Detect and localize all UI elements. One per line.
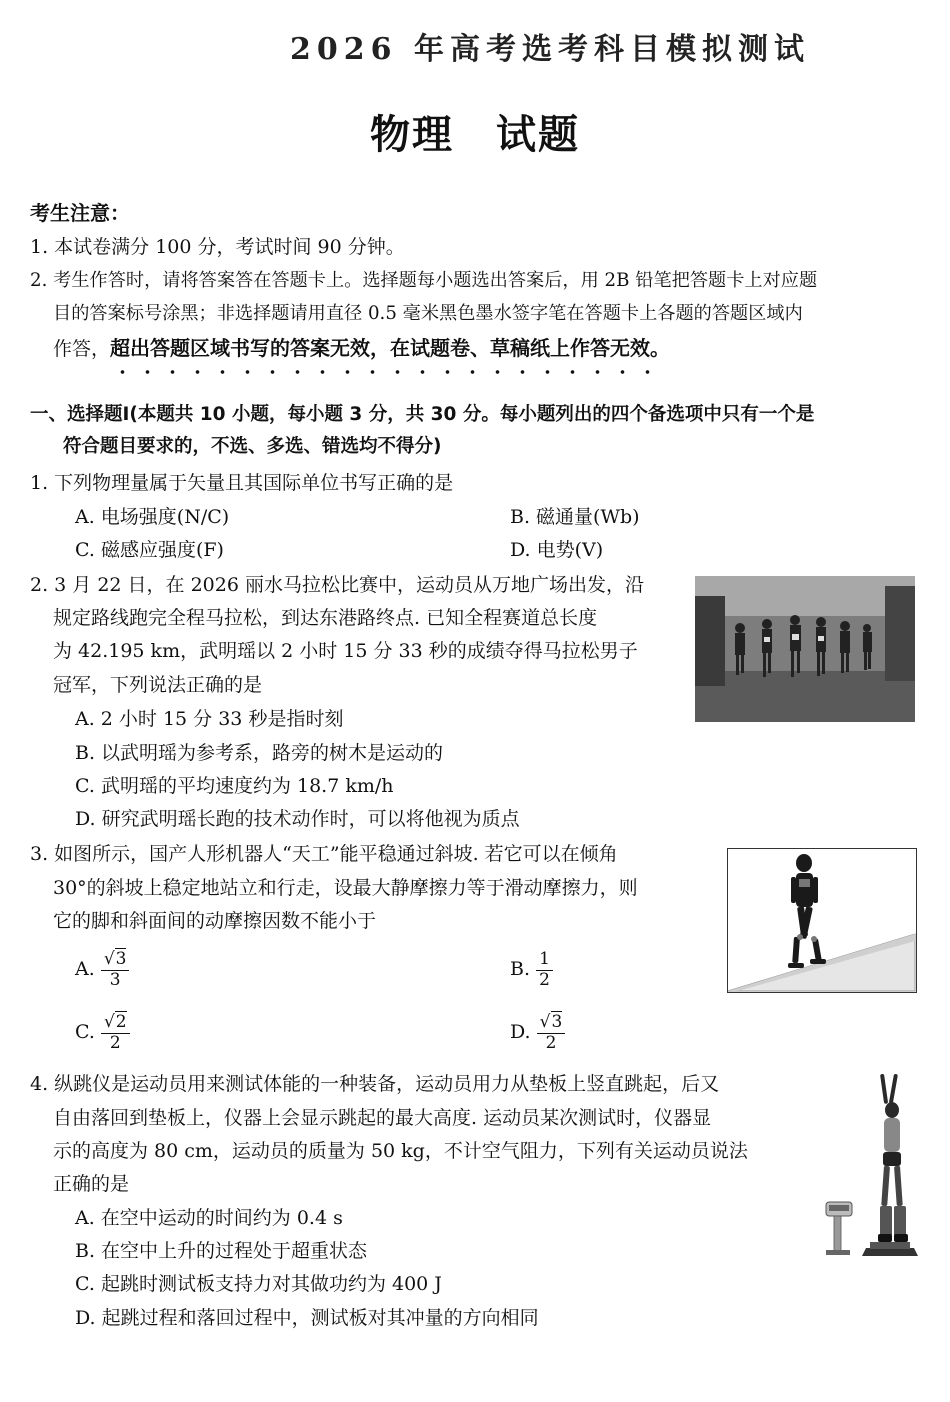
q3-option-a: [75, 950, 129, 990]
q3-stem-line-1: 3. 如图所示，国产人形机器人“天工”能平稳通过斜坡. 若它可以在倾角: [30, 843, 618, 865]
notice-heading: 考生注意：: [30, 201, 130, 225]
q3-option-a-fraction: [101, 950, 130, 990]
cropped-header-text: 2026 年高考选考科目模拟测试: [290, 32, 810, 67]
q2-stem-line-2: 规定路线跑完全程马拉松，到达东港路终点. 已知全程赛道总长度: [53, 607, 598, 629]
q2-option-a: A. 2 小时 15 分 33 秒是指时刻: [75, 708, 344, 730]
q4-stem-line-3: 示的高度为 80 cm，运动员的质量为 50 kg，不计空气阻力，下列有关运动员说法: [53, 1140, 748, 1162]
q3-option-d-denominator: 2: [545, 1032, 557, 1053]
q3-option-d-numerator: 3: [551, 1012, 563, 1032]
q4-option-c: C. 起跳时测试板支持力对其做功约为 400 J: [75, 1273, 442, 1295]
notice-item-2-line-2: 目的答案标号涂黑；非选择题请用直径 0.5 毫米黑色墨水签字笔在答题卡上各题的答题区域内: [53, 303, 803, 324]
vertical-jump-tester-figure: [822, 1070, 922, 1260]
q3-option-b: [510, 950, 553, 990]
q1-option-c: C. 磁感应强度(F): [75, 539, 224, 561]
q3-stem-line-2: 30°的斜坡上稳定地站立和行走，设最大静摩擦力等于滑动摩擦力，则: [53, 877, 638, 899]
q1-stem: 1. 下列物理量属于矢量且其国际单位书写正确的是: [30, 472, 454, 494]
q3-option-c: [75, 1013, 130, 1053]
q3-option-d-label: D.: [510, 1021, 531, 1044]
q3-option-c-label: C.: [75, 1021, 95, 1044]
notice-emphasis: 超出答题区域书写的答案无效，在试题卷、草稿纸上作答无效。: [110, 336, 670, 376]
q2-stem-line-3: 为 42.195 km，武明瑶以 2 小时 15 分 33 秒的成绩夺得马拉松男子: [53, 640, 638, 662]
q3-stem-line-3: 它的脚和斜面间的动摩擦因数不能小于: [53, 910, 377, 932]
q3-option-d-fraction: [537, 1013, 566, 1053]
marathon-photo: [695, 576, 915, 722]
notice-item-2-line-3: [53, 338, 670, 359]
q2-option-c: C. 武明瑶的平均速度约为 18.7 km/h: [75, 775, 394, 797]
q3-option-b-denominator: 2: [539, 969, 550, 990]
section-heading-line-1: 一、选择题Ⅰ(本题共 10 小题，每小题 3 分，共 30 分。每小题列出的四个备选项中只有一个是: [30, 404, 815, 425]
q4-option-b: B. 在空中上升的过程处于超重状态: [75, 1240, 368, 1262]
q1-option-a: A. 电场强度(N/C): [75, 506, 230, 528]
q3-option-c-denominator: 2: [109, 1032, 121, 1053]
section-heading-line-2: 符合题目要求的，不选、多选、错选均不得分): [63, 436, 442, 457]
robot-on-slope-figure: [727, 848, 917, 993]
q4-option-a: A. 在空中运动的时间约为 0.4 s: [75, 1207, 343, 1229]
q3-option-a-denominator: 3: [109, 969, 121, 990]
marathon-photo-illustration: [695, 576, 915, 722]
vertical-jump-illustration: [822, 1070, 922, 1260]
q3-option-c-numerator: 2: [115, 1012, 127, 1032]
q3-option-b-fraction: [536, 950, 553, 990]
q2-stem-line-1: 2. 3 月 22 日，在 2026 丽水马拉松比赛中，运动员从万地广场出发，沿: [30, 574, 644, 596]
notice-item-2-line-1: 2. 考生作答时，请将答案答在答题卡上。选择题每小题选出答案后，用 2B 铅笔把答题卡上对应题: [30, 270, 818, 291]
q4-stem-line-2: 自由落回到垫板上，仪器上会显示跳起的最大高度. 运动员某次测试时，仪器显: [53, 1107, 712, 1129]
notice-item-1: 1. 本试卷满分 100 分，考试时间 90 分钟。: [30, 236, 405, 258]
q3-option-b-label: B.: [510, 958, 531, 981]
sqrt-icon: √: [539, 1012, 551, 1032]
q4-stem-line-1: 4. 纵跳仪是运动员用来测试体能的一种装备，运动员用力从垫板上竖直跳起，后又: [30, 1073, 720, 1095]
robot-slope-illustration: [728, 849, 915, 991]
q3-option-d: [510, 1013, 565, 1053]
q3-option-b-numerator: 1: [536, 950, 553, 971]
q4-stem-line-4: 正确的是: [53, 1173, 130, 1195]
q3-option-a-numerator: 3: [115, 949, 127, 969]
notice-item-2-plain: 作答，: [53, 338, 111, 360]
sqrt-icon: √: [103, 949, 115, 969]
q2-stem-line-4: 冠军，下列说法正确的是: [53, 674, 263, 696]
cropped-header: [290, 32, 810, 67]
sqrt-icon: √: [103, 1012, 115, 1032]
q1-option-b: B. 磁通量(Wb): [510, 506, 640, 528]
q3-option-a-label: A.: [75, 958, 95, 981]
q2-option-d: D. 研究武明瑶长跑的技术动作时，可以将他视为质点: [75, 808, 520, 830]
q4-option-d: D. 起跳过程和落回过程中，测试板对其冲量的方向相同: [75, 1307, 539, 1329]
page-title: 物理 试题: [370, 111, 580, 158]
q3-option-c-fraction: [101, 1013, 130, 1053]
q1-option-d: D. 电势(V): [510, 539, 604, 561]
q2-option-b: B. 以武明瑶为参考系，路旁的树木是运动的: [75, 742, 444, 764]
